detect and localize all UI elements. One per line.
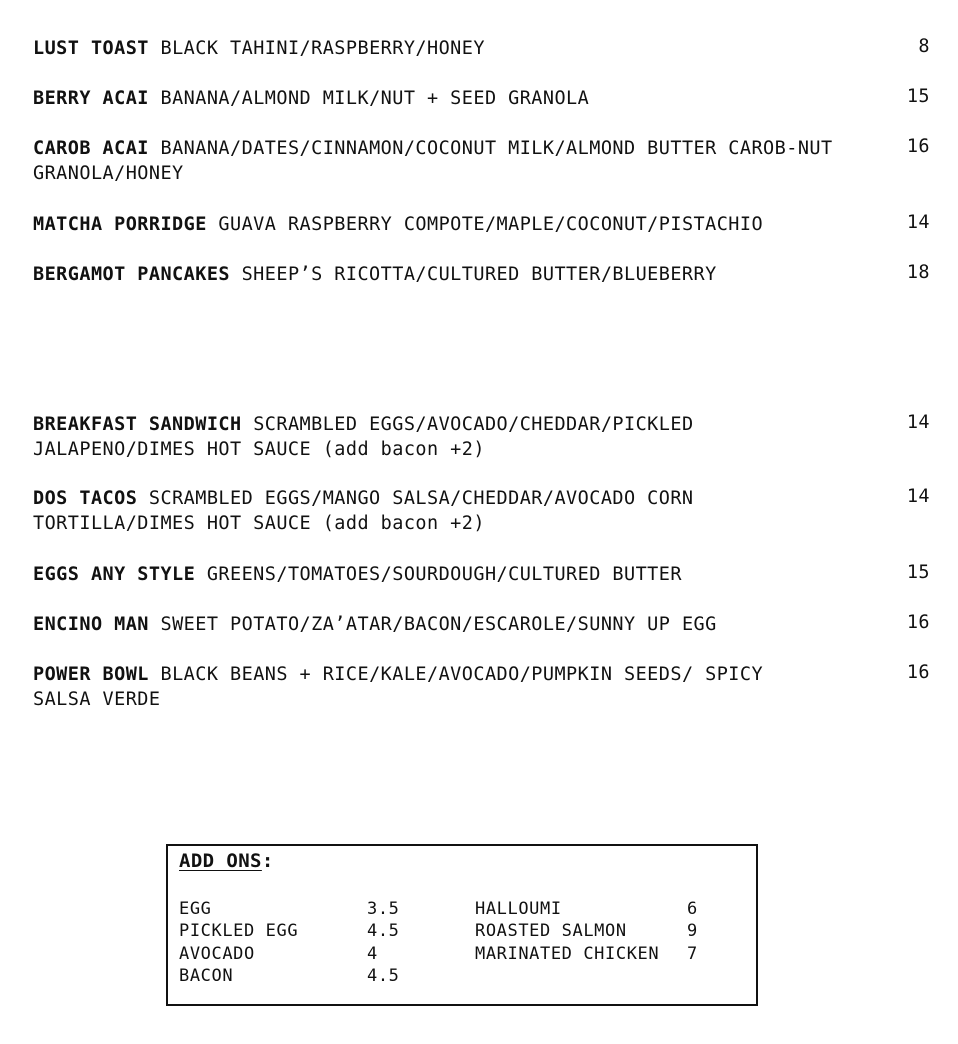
addon-name: MARINATED CHICKEN (475, 943, 660, 964)
menu-item (33, 36, 930, 61)
menu-item (33, 262, 930, 287)
item-description: SCRAMBLED EGGS/MANGO SALSA/CHEDDAR/AVOCADO CORN TORTILLA/DIMES HOT SAUCE (add bacon +2) (33, 488, 694, 534)
menu-item (33, 212, 930, 237)
menu-item (33, 562, 930, 587)
addon-row (475, 920, 715, 942)
menu-item (33, 662, 930, 712)
addon-name: ROASTED SALMON (475, 921, 627, 942)
addons-right-column (475, 898, 715, 965)
addon-price: 6 (687, 899, 698, 919)
item-price: 14 (906, 486, 930, 507)
item-description: BLACK BEANS + RICE/KALE/AVOCADO/PUMPKIN SEEDS/ SPICY SALSA VERDE (33, 664, 764, 710)
addon-price: 7 (687, 943, 698, 964)
addon-row (475, 898, 715, 920)
menu-item (33, 86, 930, 111)
item-price: 18 (906, 262, 930, 283)
item-name: EGGS ANY STYLE (33, 564, 196, 585)
item-price: 16 (906, 612, 930, 633)
item-description: BANANA/ALMOND MILK/NUT + SEED GRANOLA (160, 88, 590, 109)
item-price: 14 (906, 412, 930, 433)
addons-left-column (179, 898, 419, 987)
item-description: SHEEP’S RICOTTA/CULTURED BUTTER/BLUEBERRY (241, 264, 717, 285)
item-name: CAROB ACAI (33, 138, 149, 159)
item-description: GREENS/TOMATOES/SOURDOUGH/CULTURED BUTTER (206, 564, 682, 585)
item-name: MATCHA PORRIDGE (33, 214, 207, 235)
addon-price: 4.5 (367, 965, 400, 986)
addons-box (166, 844, 758, 1006)
item-description: SWEET POTATO/ZA’ATAR/BACON/ESCAROLE/SUNNY UP EGG (160, 614, 717, 635)
addon-name: BACON (179, 965, 234, 986)
item-name: BERGAMOT PANCAKES (33, 264, 230, 285)
item-name: DOS TACOS (33, 488, 138, 509)
item-name: LUST TOAST (33, 38, 149, 59)
addon-price: 4.5 (367, 921, 400, 942)
item-name: BREAKFAST SANDWICH (33, 414, 242, 435)
addon-price: 9 (687, 921, 698, 942)
addon-row (179, 965, 419, 987)
addon-row (179, 943, 419, 965)
item-name: ENCINO MAN (33, 614, 149, 635)
item-description: BLACK TAHINI/RASPBERRY/HONEY (160, 38, 485, 59)
item-price: 8 (918, 36, 930, 57)
item-price: 15 (906, 562, 930, 583)
menu-item (33, 486, 930, 536)
item-description: SCRAMBLED EGGS/AVOCADO/CHEDDAR/PICKLED JALAPENO/DIMES HOT SAUCE (add bacon +2) (33, 414, 694, 460)
item-price: 16 (906, 662, 930, 683)
item-price: 15 (906, 86, 930, 107)
addon-name: HALLOUMI (475, 899, 562, 919)
item-name: POWER BOWL (33, 664, 149, 685)
addon-name: PICKLED EGG (179, 921, 299, 942)
item-price: 14 (906, 212, 930, 233)
item-name: BERRY ACAI (33, 88, 149, 109)
addon-price: 3.5 (367, 899, 400, 919)
addon-row (179, 898, 419, 920)
item-price: 16 (906, 136, 930, 157)
item-description: BANANA/DATES/CINNAMON/COCONUT MILK/ALMOND BUTTER CAROB-NUT GRANOLA/HONEY (33, 138, 833, 184)
menu-item (33, 612, 930, 637)
menu-item (33, 412, 930, 462)
addon-row (179, 920, 419, 942)
addons-title: ADD ONS: (179, 850, 274, 872)
addon-price: 4 (367, 943, 378, 964)
addon-row (475, 943, 715, 965)
menu-item (33, 136, 930, 186)
addon-name: EGG (179, 899, 212, 919)
item-description: GUAVA RASPBERRY COMPOTE/MAPLE/COCONUT/PISTACHIO (218, 214, 764, 235)
addon-name: AVOCADO (179, 943, 255, 964)
